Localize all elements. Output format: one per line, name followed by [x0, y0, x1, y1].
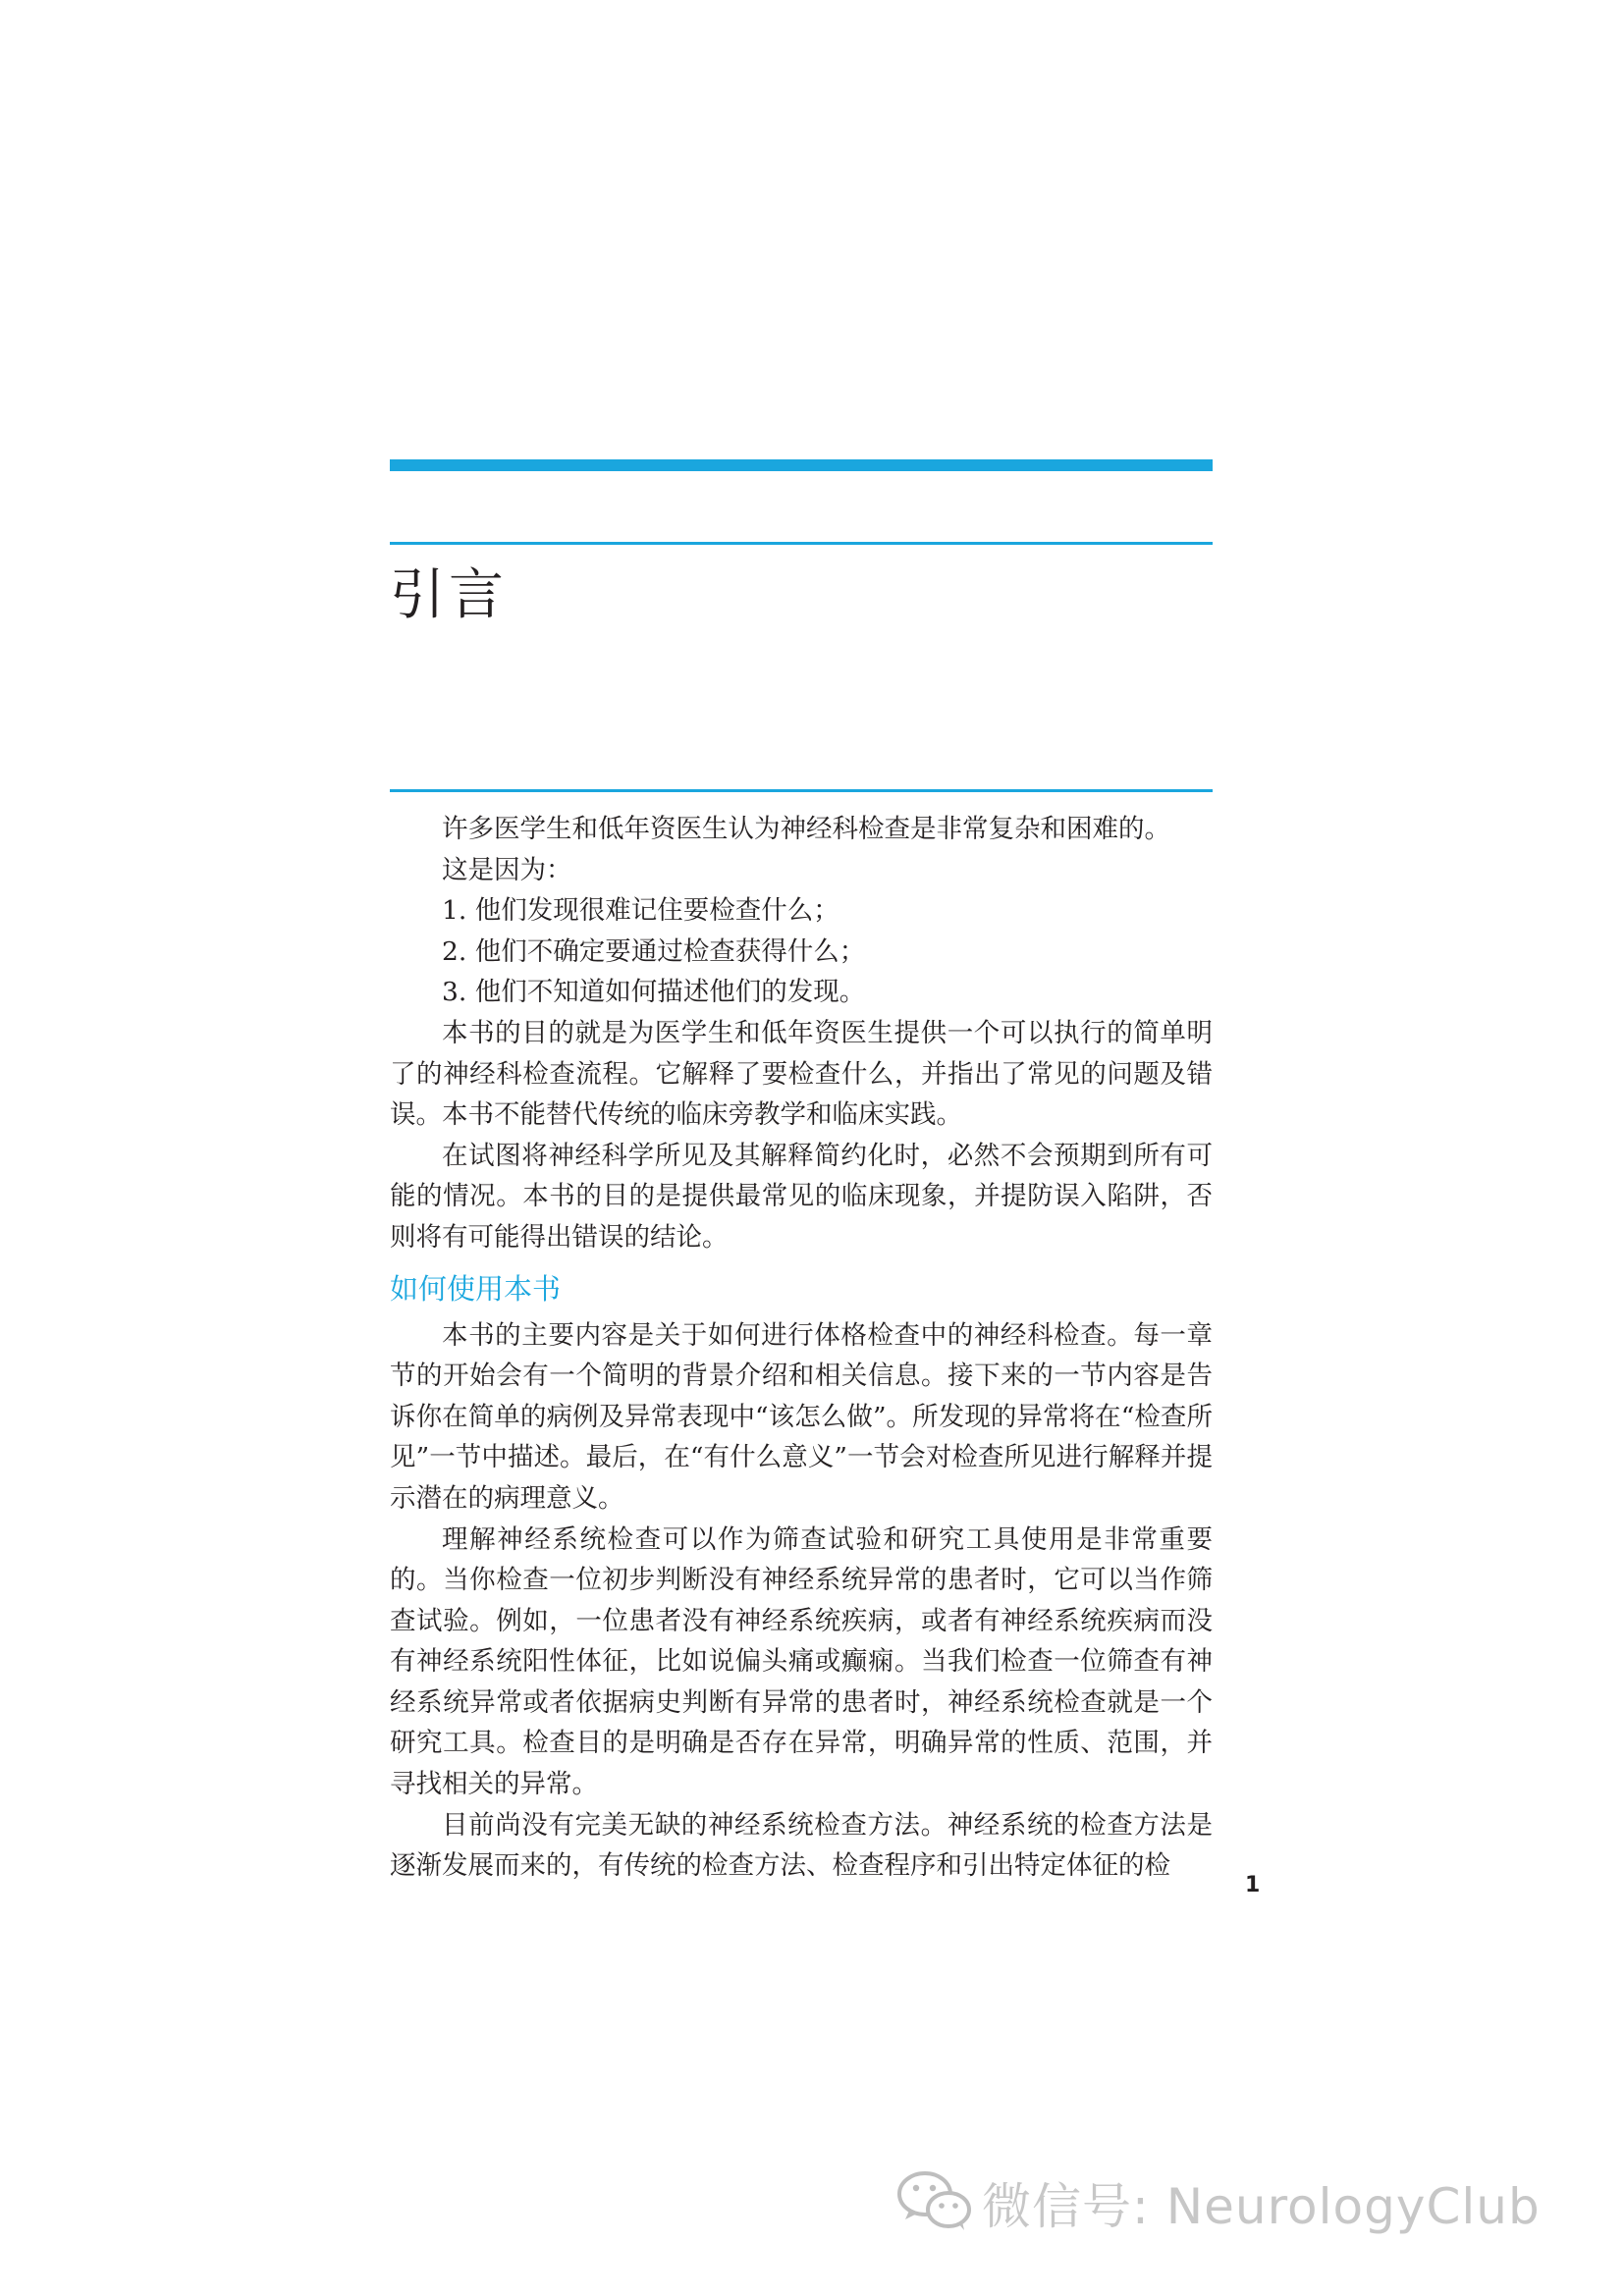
title-bottom-rule: [390, 789, 1213, 792]
intro-paragraph-1: 许多医学生和低年资医生认为神经科检查是非常复杂和困难的。: [442, 814, 1170, 844]
page-number: 1: [1245, 1873, 1261, 1897]
top-accent-rule: [390, 459, 1213, 471]
intro-paragraph-2: 这是因为：: [442, 854, 572, 885]
intro-paragraph-purpose: 本书的目的就是为医学生和低年资医生提供一个可以执行的简单明了的神经科检查流程。它解释了要检查什么，并指出了常见的问题及错误。本书不能替代传统的临床旁教学和临床实践。: [390, 1017, 1213, 1131]
list-item-2: 2. 他们不确定要通过检查获得什么；: [442, 935, 866, 967]
watermark-text: 微信号: NeurologyClub: [982, 2178, 1541, 2235]
section-paragraph-3: 目前尚没有完美无缺的神经系统检查方法。神经系统的检查方法是逐渐发展而来的，有传统的检查方法、检查程序和引出特定体征的检: [390, 1809, 1213, 1882]
wechat-icon: [895, 2168, 974, 2237]
watermark: [895, 2167, 1541, 2238]
section-paragraph-2: 理解神经系统检查可以作为筛查试验和研究工具使用是非常重要的。当你检查一位初步判断没有神经系统异常的患者时，它可以当作筛查试验。例如，一位患者没有神经系统疾病，或者有神经系统疾病而没有神经系统阳性体征，比如说偏头痛或癫痫。当我们检查一位筛查有神经系统异常或者依据病史判断有异常的患者时，神经系统检查就是一个研究工具。检查目的是明确是否存在异常，明确异常的性质、范围，并寻找相关的异常。: [390, 1523, 1213, 1800]
list-item-3: 3. 他们不知道如何描述他们的发现。: [442, 977, 866, 1008]
title-top-rule: [390, 542, 1213, 545]
intro-paragraph-scope: 在试图将神经科学所见及其解释简约化时，必然不会预期到所有可能的情况。本书的目的是提供最常见的临床现象，并提防误入陷阱，否则将有可能得出错误的结论。: [390, 1140, 1213, 1253]
list-item-1: 1. 他们发现很难记住要检查什么；: [442, 895, 839, 927]
body-text: [390, 809, 1213, 1887]
chapter-title: 引言: [390, 563, 508, 627]
section-heading: 如何使用本书: [390, 1271, 562, 1306]
section-paragraph-1: 本书的主要内容是关于如何进行体格检查中的神经科检查。每一章节的开始会有一个简明的背景介绍和相关信息。接下来的一节内容是告诉你在简单的病例及异常表现中“该怎么做”。所发现的异常将在“检查所见”一节中描述。最后，在“有什么意义”一节会对检查所见进行解释并提示潜在的病理意义。: [390, 1319, 1213, 1514]
